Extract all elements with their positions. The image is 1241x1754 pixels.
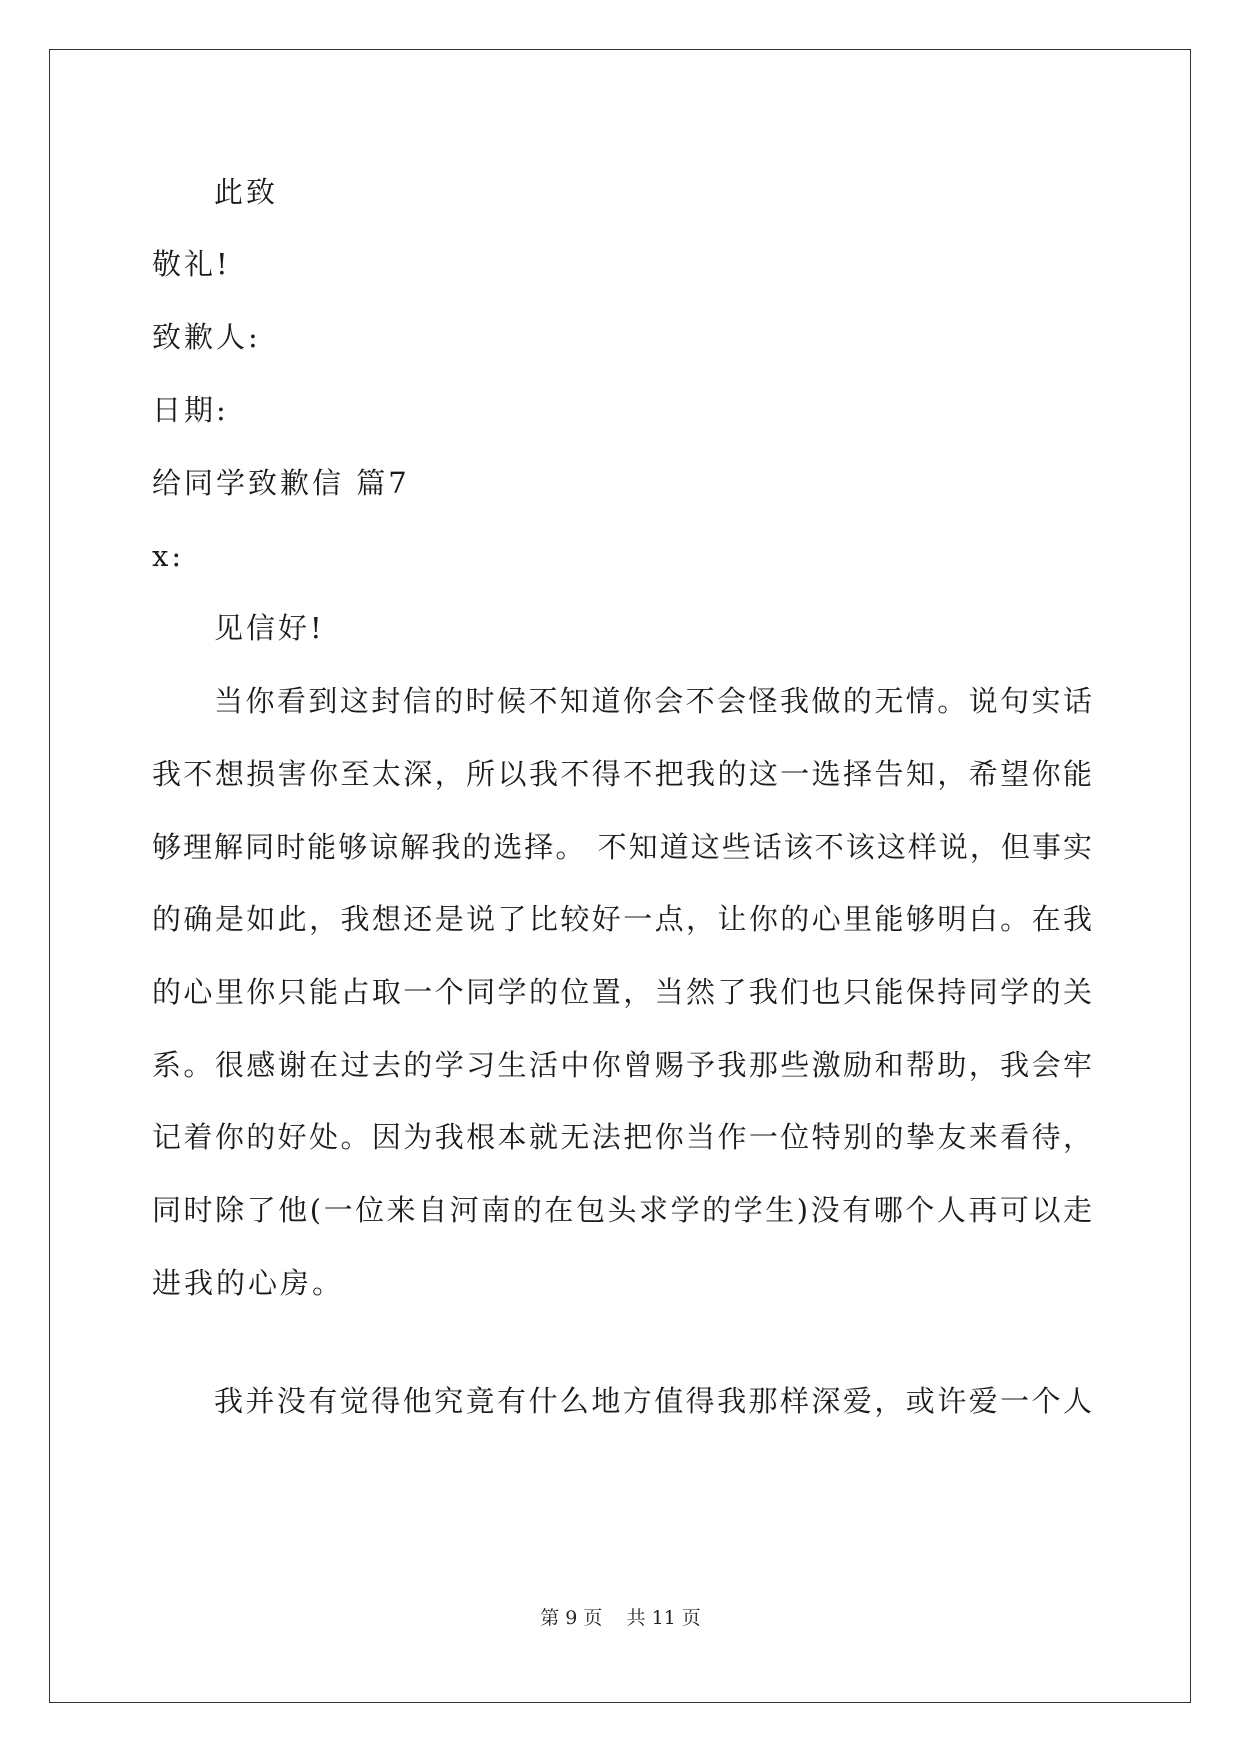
closing-line: 此致 — [214, 175, 279, 209]
body-text-line: 我不想损害你至太深，所以我不得不把我的这一选择告知，希望你能 — [152, 757, 1092, 791]
body-text-line: 当你看到这封信的时候不知道你会不会怪我做的无情。说句实话 — [214, 684, 1092, 718]
body-text-line: 系。很感谢在过去的学习生活中你曾赐予我那些激励和帮助，我会牢 — [152, 1048, 1092, 1082]
body-text-line: 的确是如此，我想还是说了比较好一点，让你的心里能够明白。在我 — [152, 902, 1092, 936]
greeting-line: 见信好! — [214, 611, 325, 645]
body-text-line: 同时除了他(一位来自河南的在包头求学的学生)没有哪个人再可以走 — [152, 1193, 1092, 1227]
body-text-line: 记着你的好处。因为我根本就无法把你当作一位特别的挚友来看待， — [152, 1120, 1092, 1154]
section-heading: 给同学致歉信 篇7 — [152, 466, 410, 500]
body-text-line: 的心里你只能占取一个同学的位置，当然了我们也只能保持同学的关 — [152, 975, 1092, 1009]
signer-line: 致歉人: — [152, 320, 261, 354]
page-number-label: 第 9 页 共 11 页 — [540, 1607, 701, 1629]
body-text-line: 进我的心房。 — [152, 1266, 345, 1300]
page-footer — [0, 1606, 1241, 1630]
body-text-line: 够理解同时能够谅解我的选择。 不知道这些话该不该这样说，但事实 — [152, 830, 1092, 864]
page-border — [49, 49, 1191, 1703]
date-line: 日期: — [152, 393, 229, 427]
body-text-line: 我并没有觉得他究竟有什么地方值得我那样深爱，或许爱一个人 — [214, 1384, 1092, 1418]
recipient-line: x: — [152, 539, 185, 573]
salutation-line: 敬礼! — [152, 247, 231, 281]
